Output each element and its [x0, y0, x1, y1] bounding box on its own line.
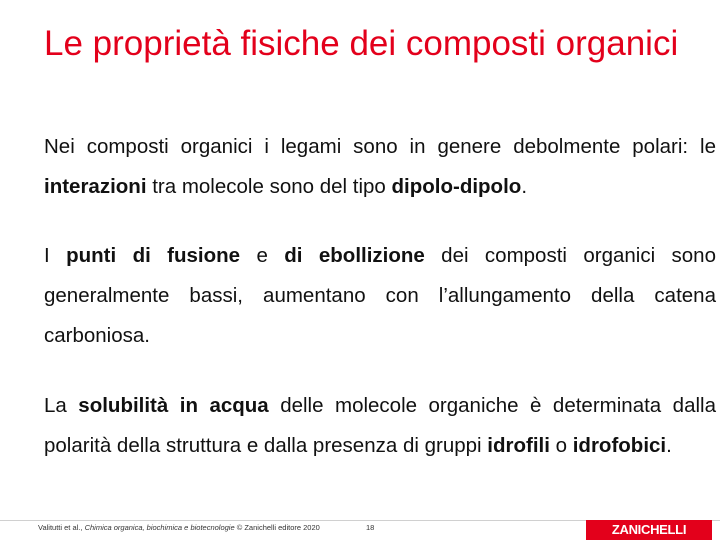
emphasized-term: di ebollizione: [284, 244, 425, 267]
emphasized-term: interazioni: [44, 175, 147, 198]
text-run: .: [666, 434, 672, 457]
text-run: delle molecole organiche è determinata dalla polarità della struttura e dalla presenza di gruppi: [44, 394, 716, 457]
text-run: dei composti organici sono generalmente bassi, aumentano con l’allungamento della catena carboniosa.: [44, 244, 716, 347]
footer-book-title: Chimica organica, biochimica e biotecnologie: [84, 523, 235, 532]
text-run: e: [240, 244, 285, 267]
text-run: I: [44, 244, 67, 267]
emphasized-term: punti di fusione: [66, 244, 241, 267]
emphasized-term: solubilità in acqua: [78, 394, 269, 417]
text-run: Nei composti organici i legami sono in genere debolmente polari: le: [44, 135, 716, 158]
page-number: 18: [366, 523, 375, 532]
paragraph-solubility: [44, 386, 716, 466]
paragraph-intermolecular: [44, 127, 716, 207]
emphasized-term: idrofili: [487, 434, 550, 457]
text-run: o: [549, 434, 573, 457]
paragraph-melting-boiling: [44, 236, 716, 356]
footer-authors: Valitutti et al.,: [38, 523, 85, 532]
emphasized-term: dipolo-dipolo: [391, 175, 522, 198]
zanichelli-logo: ZANICHELLI: [586, 520, 712, 540]
text-run: La: [44, 394, 79, 417]
emphasized-term: idrofobici: [572, 434, 667, 457]
text-run: tra molecole sono del tipo: [146, 175, 392, 198]
text-run: .: [521, 175, 528, 198]
slide-title: Le proprietà fisiche dei composti organici: [44, 24, 679, 63]
footer-publisher: © Zanichelli editore 2020: [234, 523, 320, 532]
footer-citation: [38, 523, 320, 532]
